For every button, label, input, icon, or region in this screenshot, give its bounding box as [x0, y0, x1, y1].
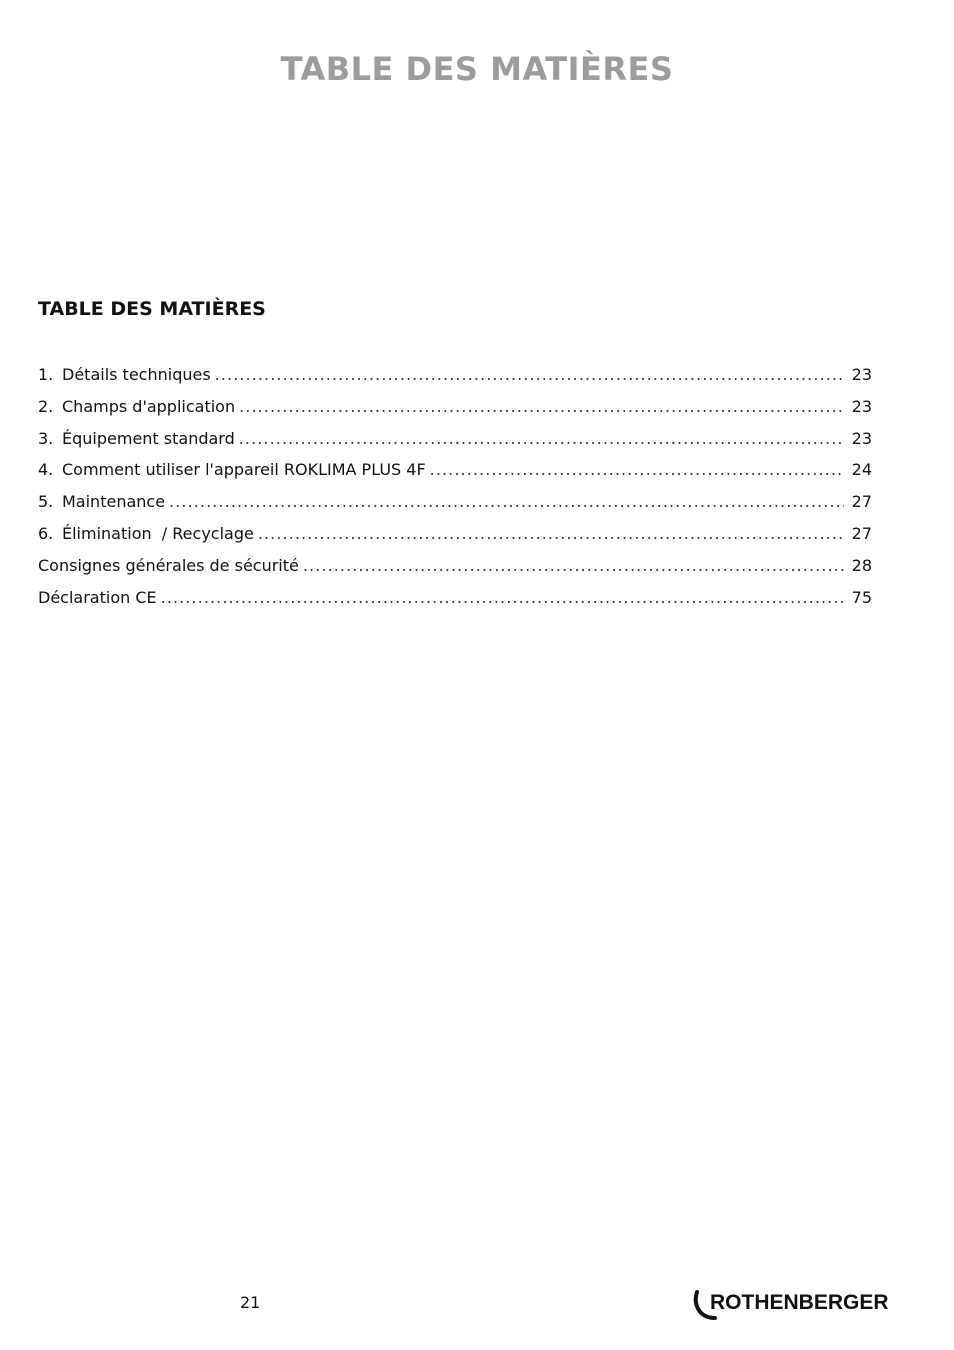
toc-entry-number: 6.	[38, 523, 54, 543]
toc-entry[interactable]	[38, 556, 872, 588]
toc-entry-label: Déclaration CE	[38, 587, 157, 607]
toc-title: TABLE DES MATIÈRES	[38, 298, 266, 320]
dot-leader	[303, 556, 844, 575]
page-header-title: TABLE DES MATIÈRES	[280, 50, 674, 88]
toc-entry[interactable]	[38, 365, 872, 397]
toc-entry-page: 23	[851, 428, 872, 448]
toc-entry-label: Maintenance	[62, 492, 166, 512]
toc-entry-number: 4.	[38, 460, 54, 480]
toc-entry-label: Comment utiliser l'appareil ROKLIMA PLUS 4F	[62, 460, 426, 480]
toc-entry[interactable]	[38, 524, 872, 556]
toc-entry-label: Équipement standard	[62, 428, 235, 448]
dot-leader	[430, 460, 844, 479]
table-of-contents	[38, 365, 872, 619]
toc-entry-number: 3.	[38, 428, 54, 448]
toc-entry-number: 5.	[38, 492, 54, 512]
toc-entry-page: 28	[851, 555, 872, 575]
toc-entry[interactable]	[38, 588, 872, 620]
toc-entry-label: Détails techniques	[62, 365, 211, 384]
toc-entry-number: 1.	[38, 365, 54, 384]
toc-entry-page: 23	[851, 396, 872, 416]
toc-entry[interactable]	[38, 429, 872, 461]
toc-entry[interactable]	[38, 492, 872, 524]
toc-entry-page: 23	[851, 365, 872, 384]
dot-leader	[239, 429, 844, 448]
toc-entry-page: 75	[851, 587, 872, 607]
logo-wordmark: ROTHENBERGER	[710, 1291, 889, 1314]
dot-leader	[258, 524, 844, 543]
dot-leader	[169, 492, 844, 511]
toc-entry[interactable]	[38, 460, 872, 492]
toc-entry-label: Champs d'application	[62, 396, 236, 416]
toc-entry-label: Élimination / Recyclage	[62, 523, 254, 543]
toc-entry-page: 27	[851, 523, 872, 543]
dot-leader	[215, 365, 844, 384]
toc-entry[interactable]	[38, 397, 872, 429]
toc-entry-page: 24	[851, 460, 872, 480]
rothenberger-logo	[693, 1288, 918, 1322]
dot-leader	[239, 397, 844, 416]
toc-entry-page: 27	[851, 492, 872, 512]
toc-entry-number: 2.	[38, 396, 54, 416]
dot-leader	[161, 588, 844, 607]
page-number: 21	[240, 1293, 261, 1312]
toc-entry-label: Consignes générales de sécurité	[38, 555, 299, 575]
